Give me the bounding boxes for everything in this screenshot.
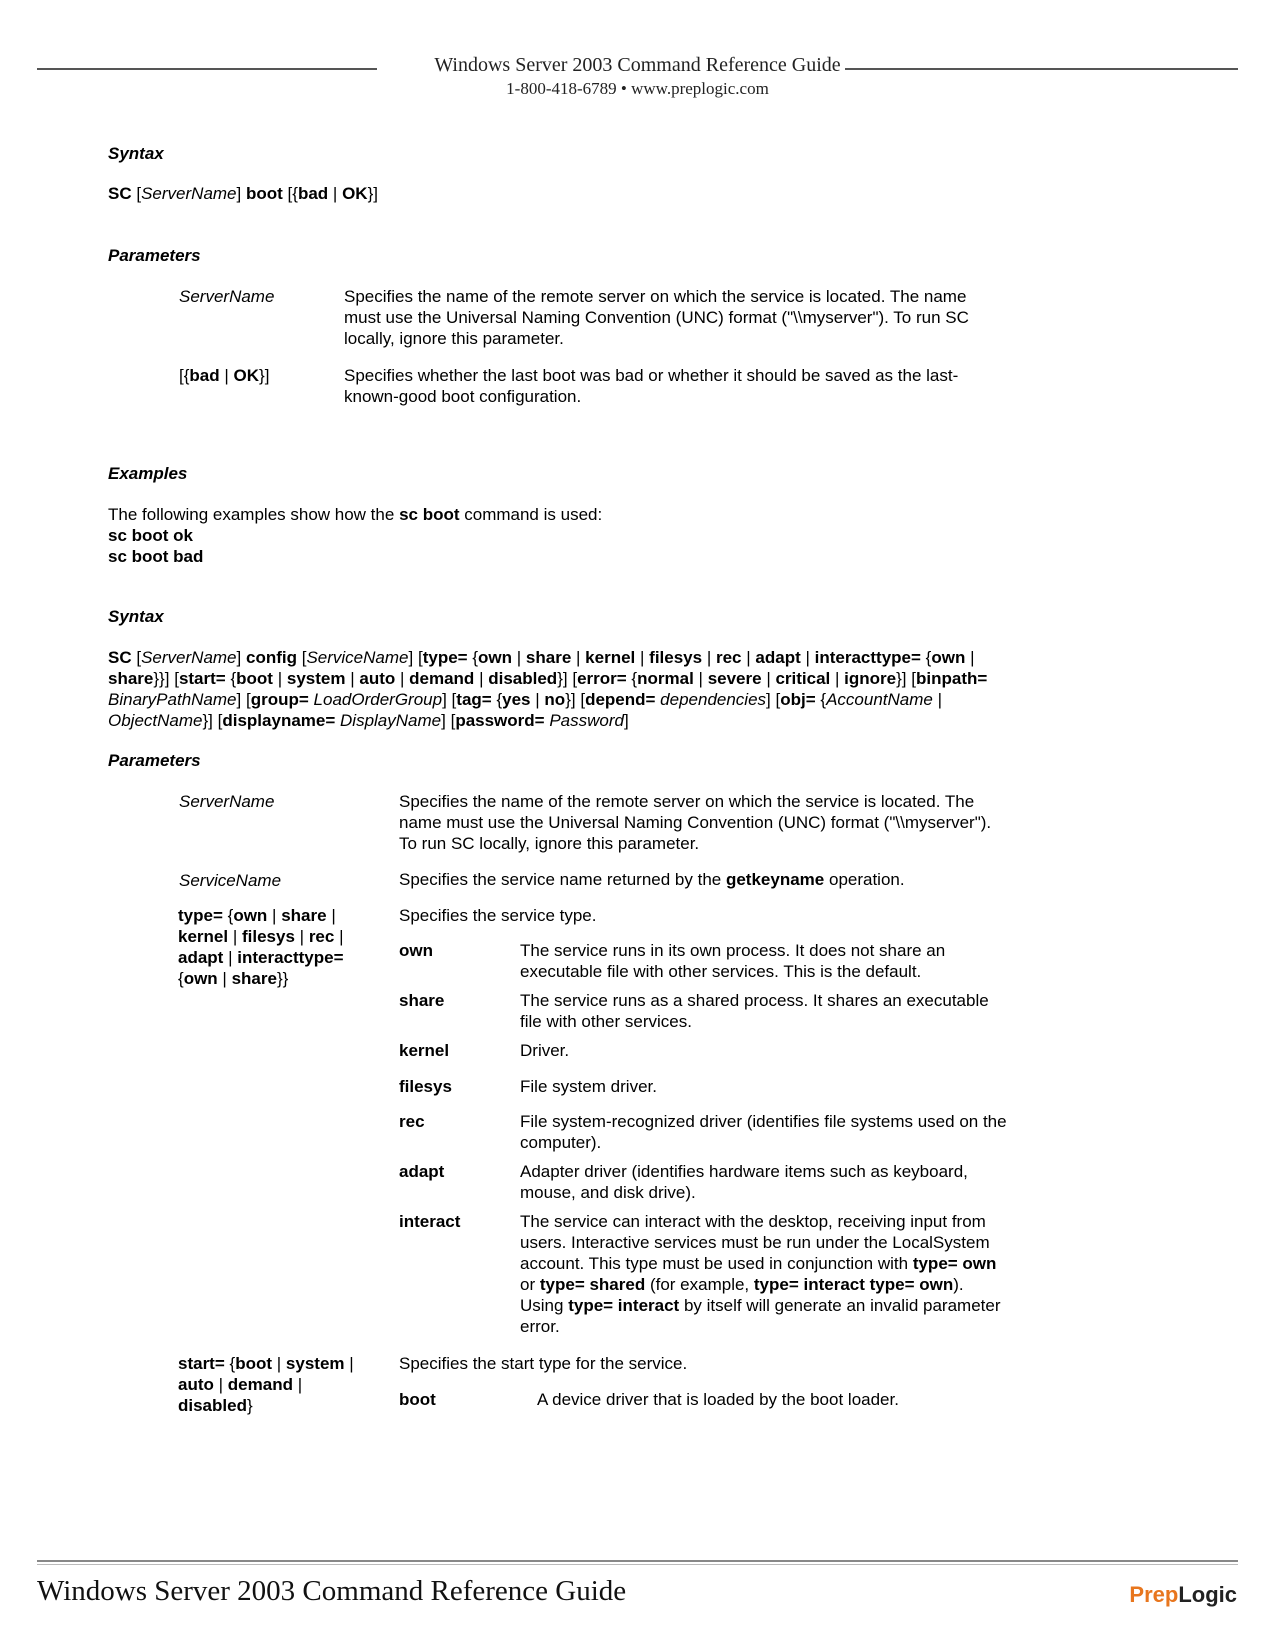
boot-syntax-heading: Syntax bbox=[108, 144, 164, 163]
boot-param-badok-desc: Specifies whether the last boot was bad or whether it should be saved as the last- known-good boot configuration. bbox=[344, 366, 959, 406]
start-value-boot-desc: A device driver that is loaded by the boot loader. bbox=[537, 1390, 899, 1409]
boot-examples bbox=[108, 504, 602, 567]
examples-intro: The following examples show how the sc boot command is used: bbox=[108, 505, 603, 524]
example-2: sc boot bad bbox=[108, 547, 204, 566]
type-value-own-desc: The service runs in its own process. It does not share an executable file with other services. This is the default. bbox=[520, 941, 946, 981]
type-value-share: share bbox=[399, 991, 445, 1010]
type-value-filesys: filesys bbox=[399, 1077, 452, 1096]
config-param-start-desc: Specifies the start type for the service. bbox=[399, 1354, 688, 1373]
header-contact: 1-800-418-6789 • www.preplogic.com bbox=[506, 79, 769, 98]
footer-rule bbox=[37, 1560, 1238, 1562]
config-syntax-line-3: BinaryPathName] [group= LoadOrderGroup] [tag= {yes | no}] [depend= dependencies] [obj= {AccountName | bbox=[108, 690, 943, 709]
type-value-adapt: adapt bbox=[399, 1162, 445, 1181]
type-value-own: own bbox=[399, 941, 433, 960]
config-syntax-line-4: ObjectName}] [displayname= DisplayName] [password= Password] bbox=[108, 711, 629, 730]
boot-param-servername-desc: Specifies the name of the remote server on which the service is located. The name must use the Universal Naming Convention (UNC) format ("\\myserver"). To run SC locally, ignore this parameter. bbox=[344, 287, 969, 348]
footer-rule-thin bbox=[37, 1564, 1238, 1565]
config-param-type-desc: Specifies the service type. bbox=[399, 906, 597, 925]
type-value-filesys-desc: File system driver. bbox=[520, 1077, 657, 1096]
preplogic-logo: PrepLogic bbox=[1129, 1582, 1237, 1607]
type-value-interact-desc: The service can interact with the desktop, receiving input from users. Interactive services must be run under the LocalSystem account. This type must be used in conjunction with type= own or type= shared (for example, type= interact type= own). Using type= interact by itself will generate an invalid parameter error. bbox=[520, 1212, 1001, 1336]
start-value-boot: boot bbox=[399, 1390, 436, 1409]
config-syntax-heading: Syntax bbox=[108, 607, 164, 626]
config-param-start: start= {boot | system | auto | demand | disabled} bbox=[178, 1354, 354, 1415]
boot-parameters-heading: Parameters bbox=[108, 246, 201, 265]
boot-param-servername: ServerName bbox=[179, 287, 275, 306]
type-value-adapt-desc: Adapter driver (identifies hardware items such as keyboard, mouse, and disk drive). bbox=[520, 1162, 968, 1202]
example-1: sc boot ok bbox=[108, 526, 194, 545]
boot-examples-heading: Examples bbox=[108, 464, 188, 483]
type-value-share-desc: The service runs as a shared process. It shares an executable file with other services. bbox=[520, 991, 989, 1031]
type-value-interact: interact bbox=[399, 1212, 461, 1231]
config-param-type: type= {own | share | kernel | filesys | rec | adapt | interacttype= {own | share}} bbox=[178, 906, 344, 988]
boot-param-badok: [{bad | OK}] bbox=[179, 366, 270, 385]
page-header bbox=[37, 50, 1238, 100]
type-value-kernel-desc: Driver. bbox=[520, 1041, 570, 1060]
config-param-servername-desc: Specifies the name of the remote server on which the service is located. The name must use the Universal Naming Convention (UNC) format ("\\myserver"). To run SC locally, ignore this parameter. bbox=[399, 792, 992, 853]
config-param-servicename-desc: Specifies the service name returned by the getkeyname operation. bbox=[399, 870, 905, 889]
type-value-rec-desc: File system-recognized driver (identifies file systems used on the computer). bbox=[520, 1112, 1007, 1152]
type-value-rec: rec bbox=[399, 1112, 425, 1131]
type-value-kernel: kernel bbox=[399, 1041, 450, 1060]
config-parameters-heading: Parameters bbox=[108, 751, 201, 770]
config-param-servername: ServerName bbox=[179, 792, 275, 811]
header-title: Windows Server 2003 Command Reference Guide bbox=[434, 54, 841, 76]
config-syntax-line-1: SC [ServerName] config [ServiceName] [type= {own | share | kernel | filesys | rec | adapt | interacttype= {own | bbox=[108, 648, 975, 667]
footer-title: Windows Server 2003 Command Reference Guide bbox=[37, 1575, 627, 1607]
boot-syntax-line: SC [ServerName] boot [{bad | OK}] bbox=[108, 184, 378, 203]
config-syntax-line-2: share}}] [start= {boot | system | auto | demand | disabled}] [error= {normal | severe | critical | ignore}] [binpath= bbox=[108, 669, 988, 688]
config-syntax bbox=[108, 647, 987, 731]
config-param-servicename: ServiceName bbox=[179, 871, 282, 890]
